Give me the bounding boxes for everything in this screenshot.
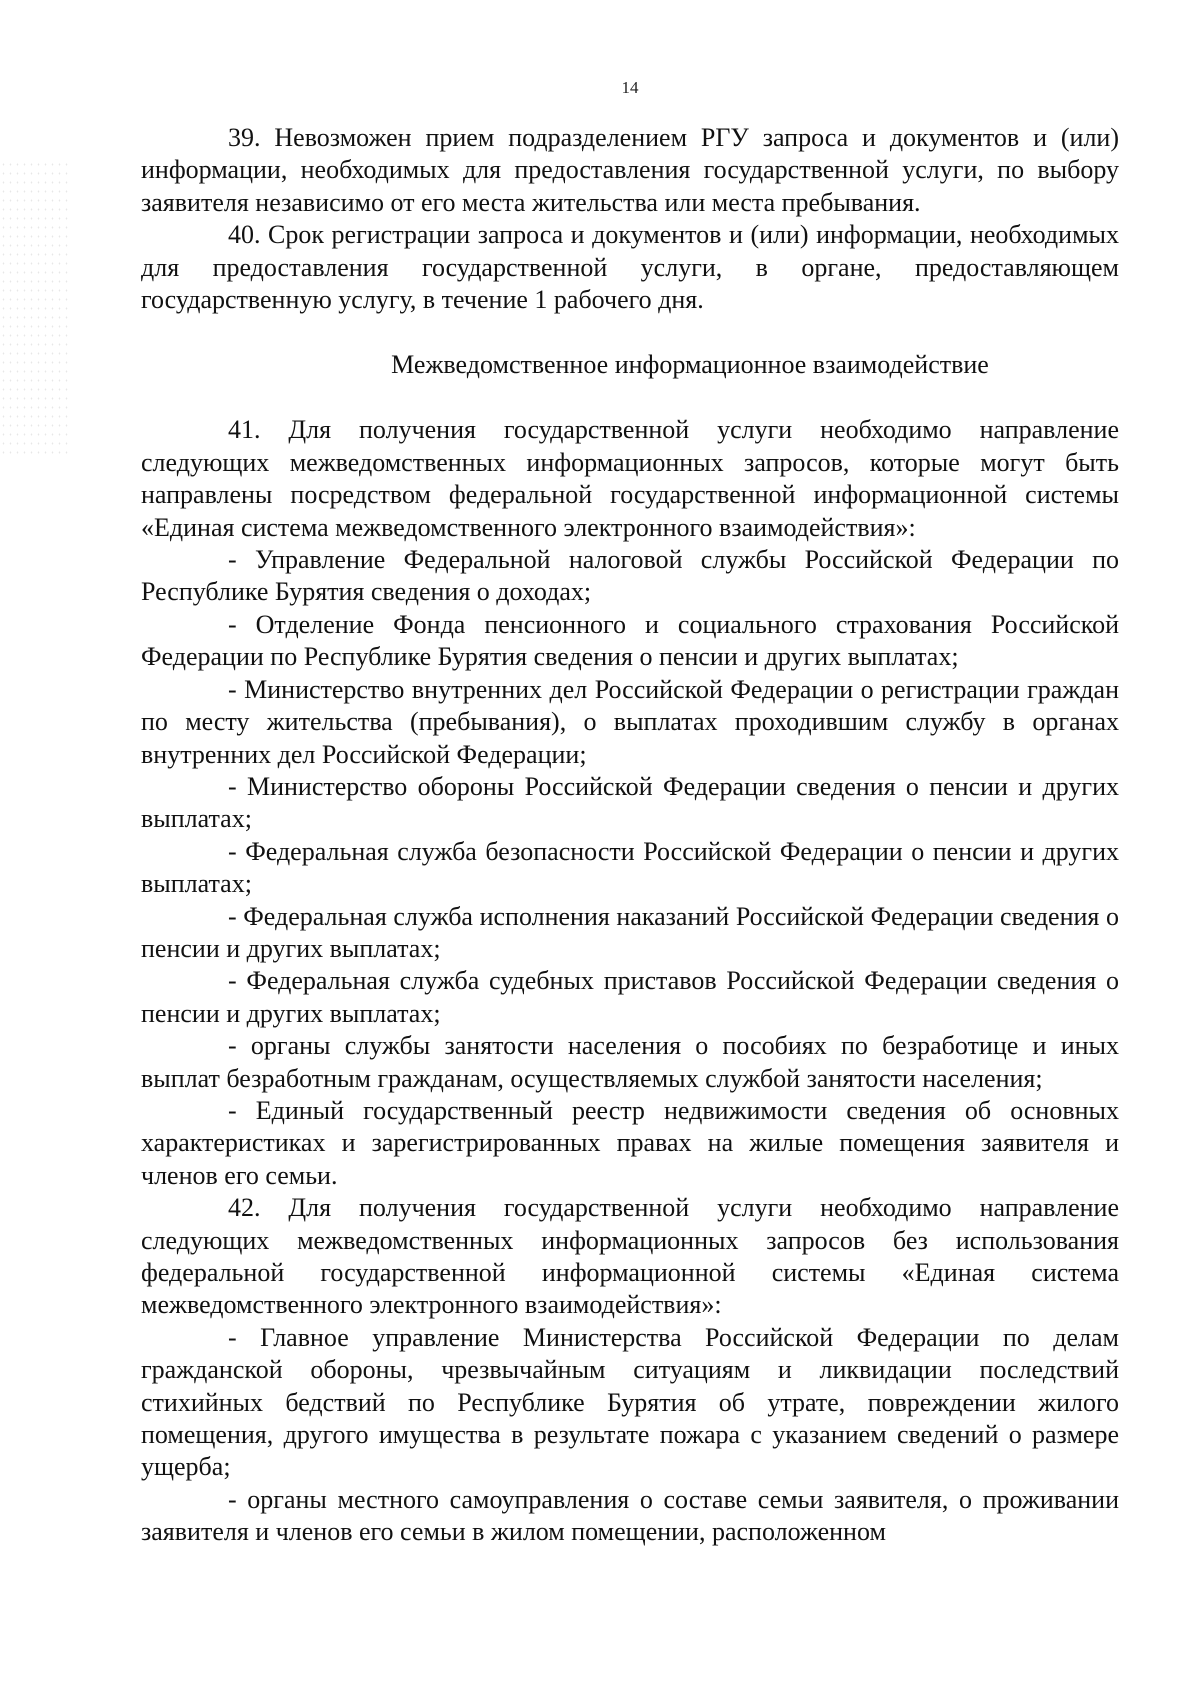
list-item-penitentiary-service: - Федеральная служба исполнения наказаний Российской Федерации сведения о пенсии и других выплатах;	[141, 901, 1119, 963]
section-heading: Межведомственное информационное взаимодействие	[391, 350, 989, 380]
list-item-tax-service: - Управление Федеральной налоговой службы Российской Федерации по Республике Бурятия сведения о доходах;	[141, 545, 1119, 607]
list-item-security-service: - Федеральная служба безопасности Российской Федерации о пенсии и других выплатах;	[141, 836, 1119, 899]
list-item-interior-ministry: - Министерство внутренних дел Российской Федерации о регистрации граждан по месту жительства (пребывания), о выплатах проходившим службу в органах внутренних дел Российской Федерации;	[141, 674, 1119, 769]
paragraph-39: 39. Невозможен прием подразделением РГУ запроса и документов и (или) информации, необходимых для предоставления государственной услуги, по выбору заявителя независимо от его места жительства или места пребывания.	[141, 123, 1119, 217]
list-item-bailiff-service: - Федеральная служба судебных приставов Российской Федерации сведения о пенсии и других выплатах;	[141, 966, 1119, 1028]
document-body	[141, 122, 1119, 1549]
paragraph-42: 42. Для получения государственной услуги необходимо направление следующих межведомственных информационных запросов без использования федеральной государственной информационной системы «Единая система межведомственного электронного взаимодействия»:	[141, 1193, 1119, 1320]
list-item-employment-service: - органы службы занятости населения о пособиях по безработице и иных выплат безработным гражданам, осуществляемых службой занятости населения;	[141, 1031, 1119, 1093]
paragraph-41: 41. Для получения государственной услуги необходимо направление следующих межведомственных информационных запросов, которые могут быть направлены посредством федеральной государственной информационной системы «Единая система межведомственного электронного взаимодействия»:	[141, 415, 1119, 542]
list-item-local-government: - органы местного самоуправления о составе семьи заявителя, о проживании заявителя и членов его семьи в жилом помещении, расположенном	[141, 1484, 1119, 1547]
list-item-defense-ministry: - Министерство обороны Российской Федерации сведения о пенсии и других выплатах;	[141, 771, 1119, 834]
page-number: 14	[621, 78, 639, 97]
scan-noise	[0, 160, 70, 460]
list-item-pension-fund: - Отделение Фонда пенсионного и социального страхования Российской Федерации по Республике Бурятия сведения о пенсии и других выплатах;	[141, 609, 1119, 672]
list-item-emergency-ministry: - Главное управление Министерства Российской Федерации по делам гражданской обороны, чрезвычайным ситуациям и ликвидации последствий стихийных бедствий по Республике Бурятия об утрате, повреждении жилого помещения, другого имущества в результате пожара с указанием сведений о размере ущерба;	[141, 1322, 1119, 1482]
list-item-real-estate-registry: - Единый государственный реестр недвижимости сведения об основных характеристиках и зарегистрированных правах на жилые помещения заявителя и членов его семьи.	[141, 1095, 1119, 1190]
paragraph-40: 40. Срок регистрации запроса и документов и (или) информации, необходимых для предоставления государственной услуги, в органе, предоставляющем государственную услугу, в течение 1 рабочего дня.	[141, 220, 1119, 315]
